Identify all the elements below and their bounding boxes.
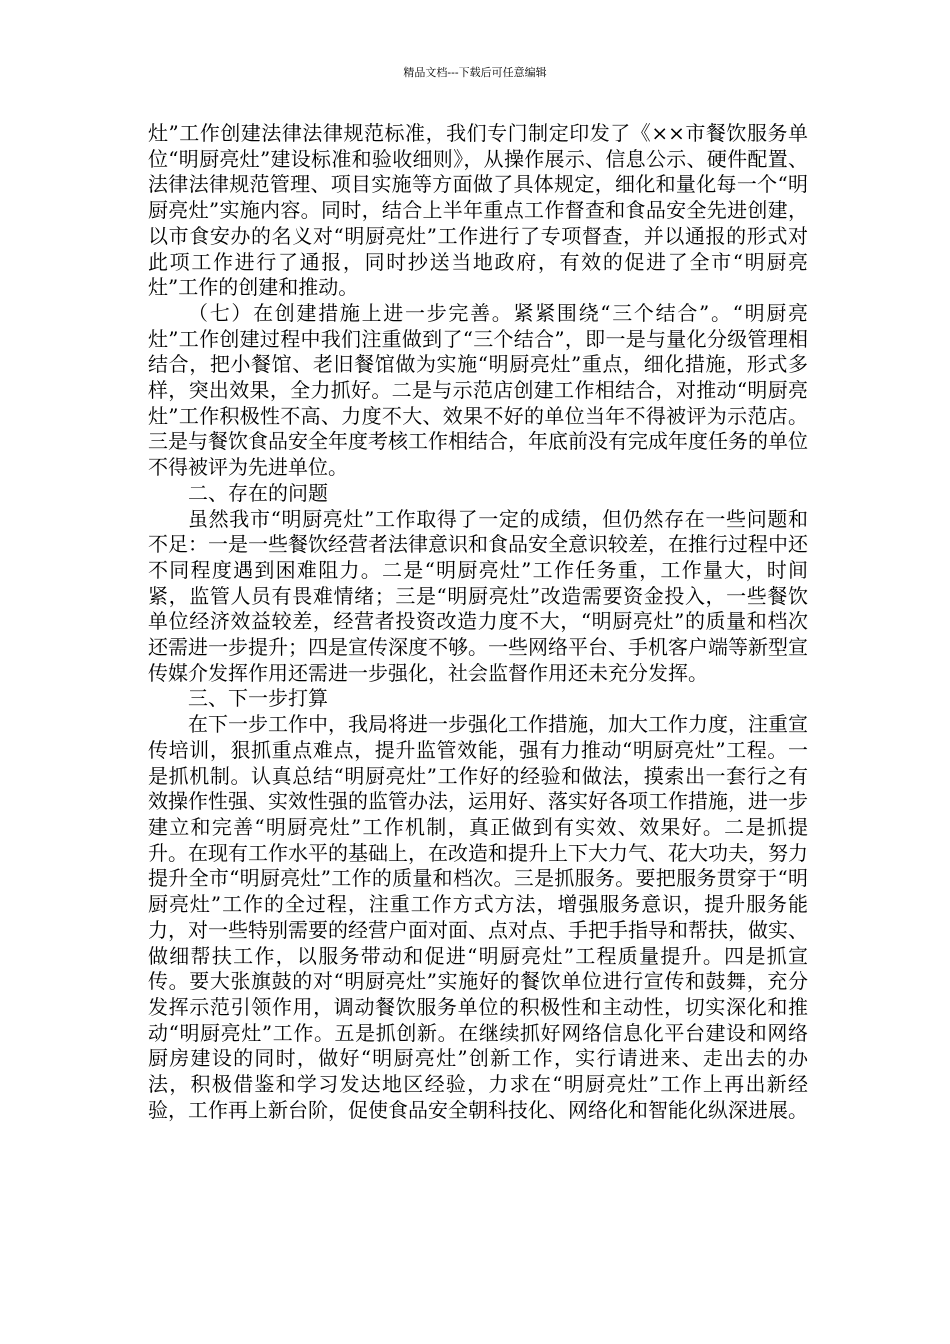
paragraph-continuation: 灶”工作创建法律法律规范标准，我们专门制定印发了《××市餐饮服务单位“明厨亮灶”建设标准和验收细则》，从操作展示、信息公示、硬件配置、法律法律规范管理、项目实施等方面做了具体规定，细化和量化每一个“明厨亮灶”实施内容。同时，结合上半年重点工作督查和食品安全先进创建，以市食安办的名义对“明厨亮灶”工作进行了专项督查，并以通报的形式对此项工作进行了通报，同时抄送当地政府，有效的促进了全市“明厨亮灶”工作的创建和推动。 xyxy=(148,121,808,300)
paragraph-next-steps: 在下一步工作中，我局将进一步强化工作措施，加大工作力度，注重宣传培训，狠抓重点难点，提升监管效能，强有力推动“明厨亮灶”工程。一是抓机制。认真总结“明厨亮灶”工作好的经验和做法，摸索出一套行之有效操作性强、实效性强的监管办法，运用好、落实好各项工作措施，进一步建立和完善“明厨亮灶”工作机制，真正做到有实效、效果好。二是抓提升。在现有工作水平的基础上，在改造和提升上下大力气、花大功夫，努力提升全市“明厨亮灶”工作的质量和档次。三是抓服务。要把服务贯穿于“明厨亮灶”工作的全过程，注重工作方式方法，增强服务意识，提升服务能力，对一些特别需要的经营户面对面、点对点、手把手指导和帮扶，做实、做细帮扶工作，以服务带动和促进“明厨亮灶”工程质量提升。四是抓宣传。要大张旗鼓的对“明厨亮灶”实施好的餐饮单位进行宣传和鼓舞，充分发挥示范引领作用，调动餐饮服务单位的积极性和主动性，切实深化和推动“明厨亮灶”工作。五是抓创新。在继续抓好网络信息化平台建设和网络厨房建设的同时，做好“明厨亮灶”创新工作，实行请进来、走出去的办法，积极借鉴和学习发达地区经验，力求在“明厨亮灶”工作上再出新经验，工作再上新台阶，促使食品安全朝科技化、网络化和智能化纵深进展。 xyxy=(148,712,808,1122)
paragraph-problems: 虽然我市“明厨亮灶”工作取得了一定的成绩，但仍然存在一些问题和不足：一是一些餐饮经营者法律意识和食品安全意识较差，在推行过程中还不同程度遇到困难阻力。二是“明厨亮灶”工作任务重，工作量大，时间紧，监管人员有畏难情绪；三是“明厨亮灶”改造需要资金投入，一些餐饮单位经济效益较差，经营者投资改造力度不大，“明厨亮灶”的质量和档次还需进一步提升；四是宣传深度不够。一些网络平台、手机客户端等新型宣传媒介发挥作用还需进一步强化，社会监督作用还未充分发挥。 xyxy=(148,506,808,685)
page-header: 精品文档---下载后可任意编辑 xyxy=(403,66,547,79)
paragraph-section-seven: （七）在创建措施上进一步完善。紧紧围绕“三个结合”。“明厨亮灶”工作创建过程中我们注重做到了“三个结合”，即一是与量化分级管理相结合，把小餐馆、老旧餐馆做为实施“明厨亮灶”重点，细化措施，形式多样，突出效果，全力抓好。二是与示范店创建工作相结合，对推动“明厨亮灶”工作积极性不高、力度不大、效果不好的单位当年不得被评为示范店。三是与餐饮食品安全年度考核工作相结合，年底前没有完成年度任务的单位不得被评为先进单位。 xyxy=(148,300,808,480)
section-heading-next-steps: 三、下一步打算 xyxy=(188,686,328,711)
section-heading-problems: 二、存在的问题 xyxy=(188,480,328,505)
document-body xyxy=(148,121,808,1123)
